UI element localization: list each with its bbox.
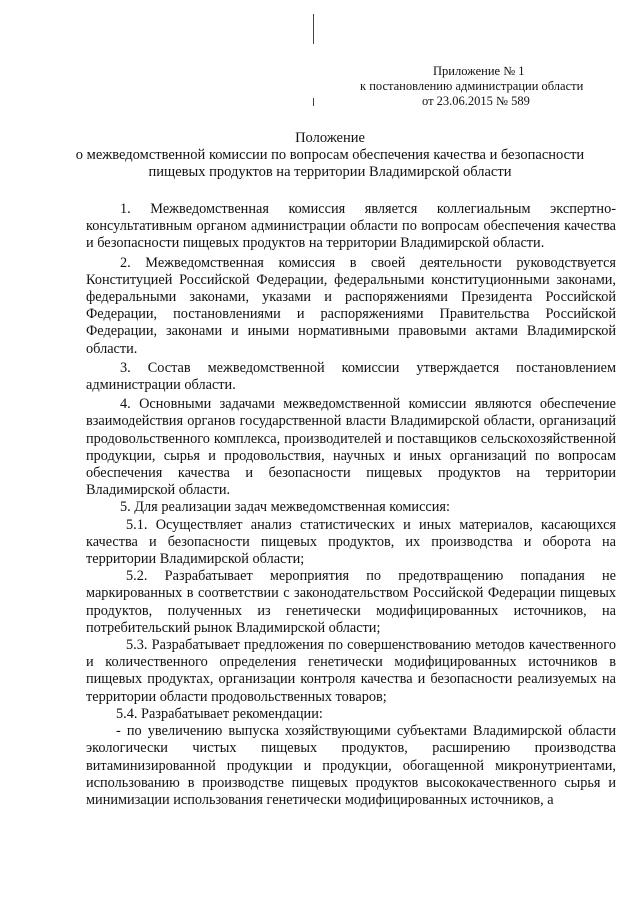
appendix-header: [360, 64, 610, 109]
paragraph-4: 4. Основными задачами межведомственной комиссии являются обеспечение взаимодействия органов государственной власти Владимирской области, организаций продовольственного комплекса, производителей и поставщиков сельскохозяйственной продукции, сырья и продовольствия, научных и иных организаций по вопросам обеспечения качества и безопасности пищевых продуктов на территории Владимирской области.: [86, 396, 616, 499]
appendix-date: от 23.06.2015 № 589: [422, 94, 530, 108]
title-subtitle-1: о межведомственной комиссии по вопросам обеспечения качества и безопасности: [75, 147, 585, 163]
appendix-reference: к постановлению администрации области: [360, 79, 584, 93]
paragraph-1: 1. Межведомственная комиссия является коллегиальным экспертно-консультативным органом администрации области по вопросам обеспечения качества и безопасности пищевых продуктов на территории Владимирской области.: [86, 201, 616, 252]
scan-mark-top: [313, 14, 314, 44]
appendix-number: Приложение № 1: [433, 64, 525, 78]
paragraph-2: 2. Межведомственная комиссия в своей деятельности руководствуется Конституцией Российской Федерации, федеральными конституционными законами, федеральными законами, указами и распоряжениями Президента Российской Федерации, постановлениями и распоряжениями Правительства Российской Федерации, законами и иными нормативными правовыми актами Владимирской области.: [86, 254, 616, 357]
paragraph-5-4: 5.4. Разрабатывает рекомендации:: [116, 705, 323, 722]
document-body: [86, 201, 616, 809]
paragraph-5-3: 5.3. Разрабатывает предложения по совершенствованию методов качественного и количественного определения генетически модифицированных источников в пищевых продуктах, организации контроля качества и безопасности реализуемых на территории области продовольственных товаров;: [86, 637, 616, 705]
paragraph-5-4-item: - по увеличению выпуска хозяйствующими субъектами Владимирской области экологически чистых пищевых продуктов, расширению производства витаминизированной продукции и продукции, обогащенной микронутриентами, использованию в производстве пищевых продуктов высококачественного сырья и минимизации использования генетически модифицированных источников, а: [86, 723, 616, 808]
paragraph-3: 3. Состав межведомственной комиссии утверждается постановлением администрации области.: [86, 359, 616, 394]
paragraph-5-1: 5.1. Осуществляет анализ статистических и иных материалов, касающихся качества и безопасности пищевых продуктов, их производства и оборота на территории Владимирской области;: [86, 516, 616, 568]
document-title: [60, 130, 600, 181]
paragraph-5-2: 5.2. Разрабатывает мероприятия по предотвращению попадания не маркированных в соответствии с законодательством Российской Федерации пищевых продуктов, полученных из генетически модифицированных источников, на потребительский рынок Владимирской области;: [86, 568, 616, 636]
title-heading: Положение: [295, 130, 365, 146]
title-subtitle-2: пищевых продуктов на территории Владимирской области: [148, 164, 512, 180]
scan-mark-mid: [313, 98, 314, 106]
paragraph-5: 5. Для реализации задач межведомственная комиссия:: [120, 499, 450, 516]
